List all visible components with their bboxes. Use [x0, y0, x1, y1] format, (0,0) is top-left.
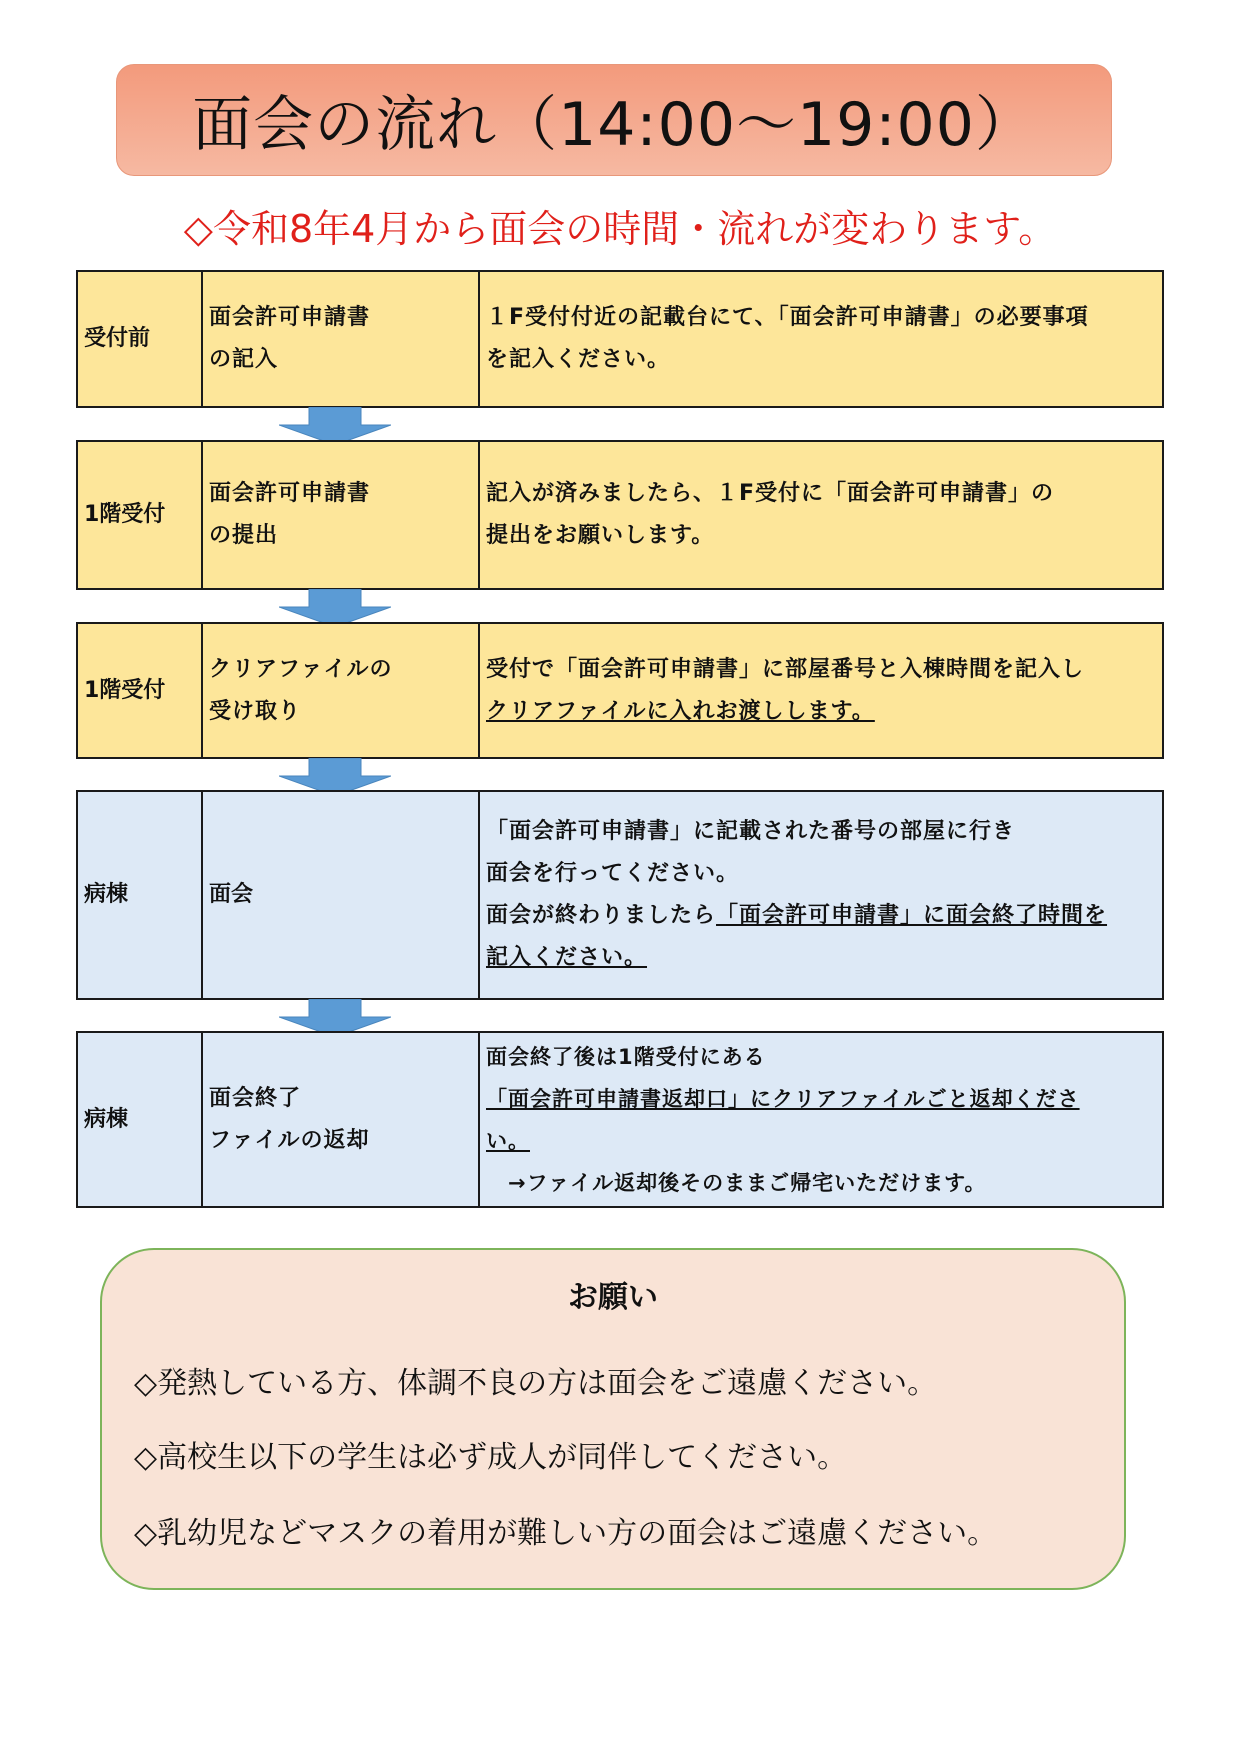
step-detail: [480, 1033, 1162, 1206]
title-banner: [116, 64, 1112, 176]
step-detail-line: い。: [486, 1128, 530, 1153]
step-action: 面会: [203, 792, 480, 998]
request-item: ◇高校生以下の学生は必ず成人が同伴してください。: [134, 1440, 848, 1475]
step-detail-line: １F受付付近の記載台にて、「面会許可申請書」の必要事項: [486, 305, 1089, 330]
step-detail-line: 「面会許可申請書返却口」にクリアファイルごと返却くださ: [486, 1086, 1080, 1111]
step-detail-line: →ファイル返却後そのままご帰宅いただけます。: [486, 1170, 987, 1195]
step-detail: [480, 272, 1162, 406]
step-action-line: 面会許可申請書: [209, 481, 371, 506]
request-box: [100, 1248, 1126, 1590]
step-row-1: [76, 270, 1164, 408]
step-detail-line: 「面会許可申請書」に記載された番号の部屋に行き: [486, 819, 1016, 844]
step-row-4: [76, 790, 1164, 1000]
step-action-line: クリアファイルの: [209, 656, 393, 682]
step-action: [203, 272, 480, 406]
step-action: [203, 442, 480, 588]
step-place: 病棟: [78, 792, 203, 998]
step-action: [203, 624, 480, 757]
step-place: 病棟: [78, 1033, 203, 1206]
request-item: ◇発熱している方、体調不良の方は面会をご遠慮ください。: [134, 1366, 938, 1401]
step-detail-line: [486, 895, 1107, 937]
step-detail-line: 記入が済みましたら、１F受付に「面会許可申請書」の: [486, 481, 1055, 506]
step-detail-line: 面会を行ってください。: [486, 861, 740, 886]
step-action-line: の提出: [209, 523, 279, 548]
request-item: ◇乳幼児などマスクの着用が難しい方の面会はご遠慮ください。: [134, 1516, 998, 1551]
step-row-5: [76, 1031, 1164, 1208]
step-action-line: 受け取り: [209, 698, 302, 724]
step-detail: [480, 624, 1162, 757]
change-notice: ◇令和8年4月から面会の時間・流れが変わります。: [183, 207, 1057, 251]
step-place: 受付前: [78, 272, 203, 406]
step-detail: [480, 442, 1162, 588]
page-title: 面会の流れ（14:00〜19:00）: [192, 90, 1036, 160]
step-action-line: ファイルの返却: [209, 1127, 370, 1153]
step-action-line: 面会終了: [209, 1085, 302, 1111]
step-row-2: [76, 440, 1164, 590]
step-detail-line: 記入ください。: [486, 945, 648, 970]
step-action-line: の記入: [209, 347, 279, 372]
step-place: 1階受付: [78, 624, 203, 757]
step-detail-line: 受付で「面会許可申請書」に部屋番号と入棟時間を記入し: [486, 656, 1085, 682]
step-action: [203, 1033, 480, 1206]
step-detail-part: 面会が終わりましたら: [486, 903, 717, 928]
step-detail: [480, 792, 1162, 998]
step-row-3: [76, 622, 1164, 759]
step-detail-line: 面会終了後は1階受付にある: [486, 1044, 766, 1069]
step-detail-line: 提出をお願いします。: [486, 523, 715, 548]
step-detail-line: クリアファイルに入れお渡しします。: [486, 698, 875, 724]
step-detail-line: を記入ください。: [486, 347, 671, 372]
step-action-line: 面会許可申請書: [209, 305, 371, 330]
step-detail-part: 「面会許可申請書」に面会終了時間を: [716, 903, 1108, 928]
step-place: 1階受付: [78, 442, 203, 588]
request-title: お願い: [568, 1280, 658, 1315]
